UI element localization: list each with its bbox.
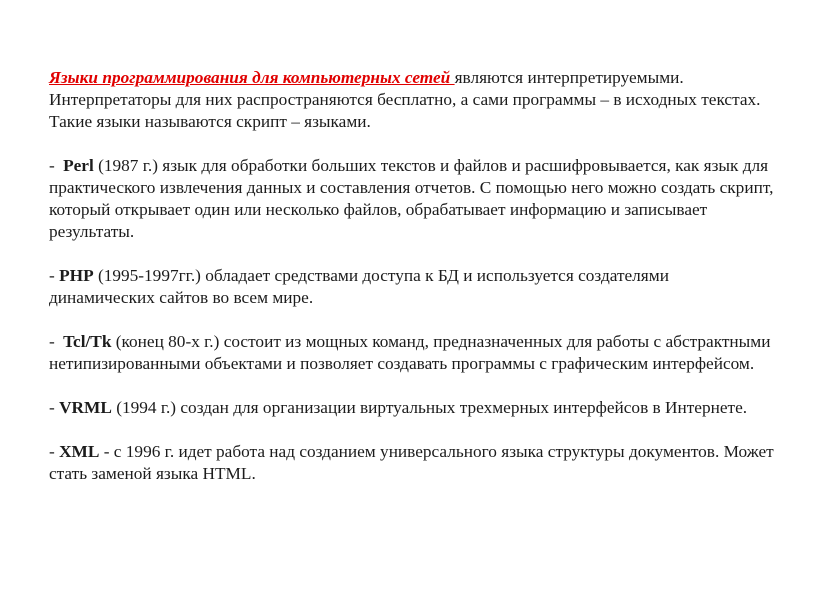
language-name-vrml: VRML <box>59 398 112 417</box>
intro-paragraph <box>49 67 779 133</box>
language-item-vrml <box>49 397 779 419</box>
language-description-xml: - с 1996 г. идет работа над созданием универсального языка структуры документов. Может стать заменой языка HTML. <box>49 442 774 483</box>
item-dash: - <box>49 332 60 351</box>
language-description-php: (1995-1997гг.) обладает средствами доступа к БД и используется создателями динамических сайтов во всем мире. <box>49 266 669 307</box>
language-name-xml: XML <box>59 442 100 461</box>
language-name-tcltk: Tcl/Tk <box>63 332 112 351</box>
item-dash: - <box>49 442 60 461</box>
language-description-perl: (1987 г.) язык для обработки больших текстов и файлов и расшифровывается, как язык для практического извлечения данных и составления отчетов. С помощью него можно создать скрипт, который открывает один или несколько файлов, обрабатывает информацию и записывает результаты. <box>49 156 774 241</box>
language-description-vrml: (1994 г.) создан для организации виртуальных трехмерных интерфейсов в Интернете. <box>111 398 748 417</box>
language-item-tcltk <box>49 331 779 375</box>
language-name-perl: Perl <box>63 156 94 175</box>
item-dash: - <box>49 266 60 285</box>
language-item-php <box>49 265 779 309</box>
language-item-perl <box>49 155 779 243</box>
language-name-php: PHP <box>59 266 94 285</box>
intro-highlight-link[interactable]: Языки программирования для компьютерных сетей <box>49 68 455 87</box>
item-dash: - <box>49 156 60 175</box>
slide-text-body <box>49 67 779 485</box>
intro-text: являются интерпретируемыми. Интерпретаторы для них распространяются бесплатно, а сами программы – в исходных текстах. Такие языки называются скрипт – языками. <box>49 68 761 131</box>
language-item-xml <box>49 441 779 485</box>
item-dash: - <box>49 398 60 417</box>
language-description-tcltk: (конец 80-х г.) состоит из мощных команд, предназначенных для работы с абстрактными нетипизированными объектами и позволяет создавать программы с графическим интерфейсом. <box>49 332 771 373</box>
